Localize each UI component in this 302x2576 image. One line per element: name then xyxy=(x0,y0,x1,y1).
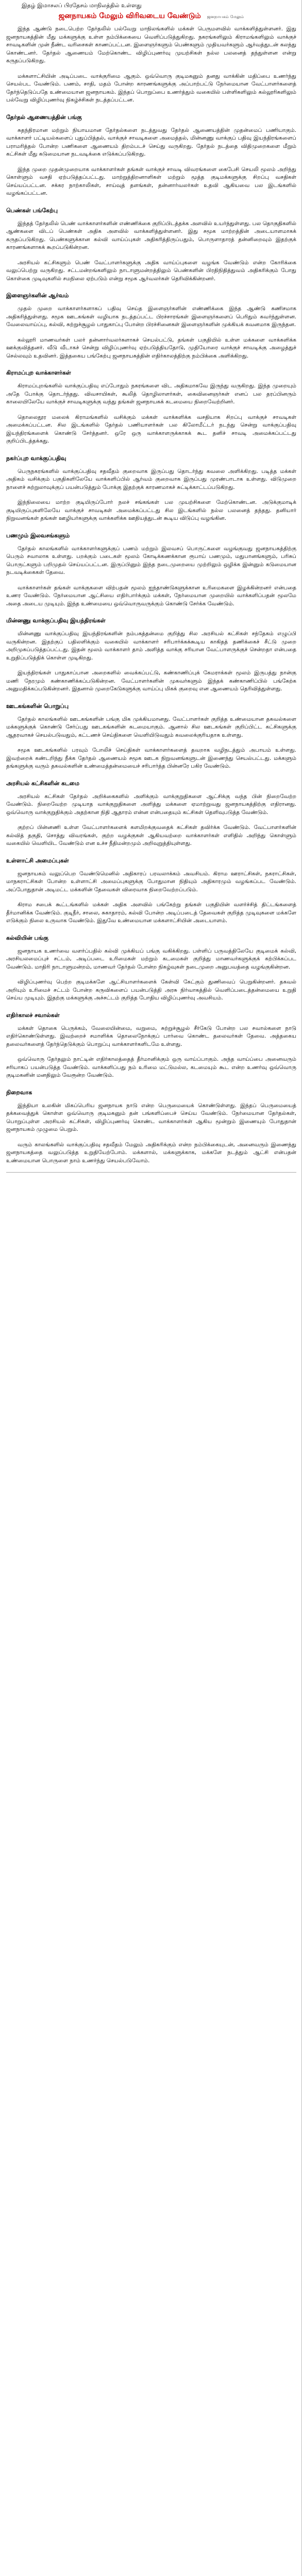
paragraph: இந்நிலையை மாற்ற குடியிருப்போர் நலச் சங்கங்கள் பல முயற்சிகளை மேற்கொண்டன. அடுக்குமாடிக் குடியிருப்புகளிலேயே வாக்குச் சாவடிகள் அமைக்கப்பட்டது சில இடங்களில் நல்ல பலனைத் தந்தது. தனியார் நிறுவனங்கள் தங்கள் ஊழியர்களுக்கு வாக்களிக்க ஊதியத்துடன் கூடிய விடுப்பு வழங்கின. xyxy=(6,499,296,521)
article-subtitle: ஜனநாயகம் மேலும் xyxy=(207,14,244,19)
section-heading: கிராமப்புற வாக்காளர்கள் xyxy=(6,369,71,376)
paragraph: இந்த முறை முதன்முறையாக வாக்காளர்கள் தங்கள் வாக்குச் சாவடி விவரங்களை கைபேசி செயலி மூலம் அறிந்து கொள்ளும் வசதி ஏற்படுத்தப்பட்டது. மாற்றுத்திறனாளிகள் மற்றும் மூத்த குடிமக்களுக்கு சிறப்பு வசதிகள் செய்யப்பட்டன. சக்கர நாற்காலிகள், சாய்வுத் தளங்கள், தன்னார்வலர்கள் உதவி ஆகியவை பல இடங்களில் வழங்கப்பட்டன. xyxy=(6,166,296,196)
section-heading: பெண்கள் பங்கேற்பு xyxy=(6,207,58,214)
paragraph: முதல் முறை வாக்காளர்களாகப் பதிவு செய்த இளைஞர்களின் எண்ணிக்கை இந்த ஆண்டு கணிசமாக அதிகரித்துள்ளது. சமூக ஊடகங்கள் வழியாக நடத்தப்பட்ட பிரச்சாரங்கள் இளைஞர்களைப் பெரிதும் கவர்ந்துள்ளன. வேலைவாய்ப்பு, கல்வி, சுற்றுச்சூழல் பாதுகாப்பு போன்ற பிரச்சினைகள் இளைஞர்களின் முக்கியக் கவனமாக இருந்தன. xyxy=(6,306,296,328)
top-link[interactable]: இதழ் இமாசலப் பிரதேசம் மாநிலத்தில் உள்ளது xyxy=(22,2,142,9)
paragraph: இந்தியா உலகின் மிகப்பெரிய ஜனநாயக நாடு என்ற பெருமையைக் கொண்டுள்ளது. இந்தப் பெருமையைத் தக்கவைத்துக் கொள்ள ஒவ்வொரு குடிமகனும் தன் பங்களிப்பைச் செய்ய வேண்டும். நேர்மையான தேர்தல்கள், பொறுப்புள்ள அரசியல் கட்சிகள், விழிப்புணர்வு கொண்ட வாக்காளர்கள் ஆகிய மூன்றும் இணையும் போதுதான் ஜனநாயகம் முழுமை பெறும். xyxy=(6,1102,296,1132)
title-row xyxy=(6,12,296,21)
paragraph: கிராமப்புறங்களில் வாக்குப்பதிவு எப்போதும் நகரங்களை விட அதிகமாகவே இருந்து வருகிறது. இந்த முறையும் அதே போக்கு தொடர்ந்தது. விவசாயிகள், கூலித் தொழிலாளர்கள், கைவினைஞர்கள் எனப் பல தரப்பினரும் காலையிலேயே வாக்குச் சாவடிகளுக்கு வந்து தங்கள் ஜனநாயகக் கடமையை நிறைவேற்றினர். xyxy=(6,383,296,405)
paragraph: குற்றப் பின்னணி உள்ள வேட்பாளர்களைக் களமிறக்குவதைக் கட்சிகள் தவிர்க்க வேண்டும். வேட்பாளர்களின் கல்வித் தகுதி, சொத்து விவரங்கள், குற்ற வழக்குகள் ஆகியவற்றை வாக்காளர்கள் எளிதில் அறிந்து கொள்ளும் வகையில் வெளியிட வேண்டும் என உச்ச நீதிமன்றமும் அறிவுறுத்தியுள்ளது. xyxy=(6,824,296,846)
article-title: ஜனநாயகம் மேலும் விரிவடைய வேண்டும் xyxy=(58,12,201,20)
paragraph: கிராம சபைக் கூட்டங்களில் மக்கள் அதிக அளவில் பங்கேற்று தங்கள் பகுதியின் வளர்ச்சித் திட்டங்களைத் தீர்மானிக்க வேண்டும். குடிநீர், சாலை, சுகாதாரம், கல்வி போன்ற அடிப்படைத் தேவைகள் குறித்த முடிவுகளை மக்களே எடுக்கும் நிலை உருவாக வேண்டும். இதுவே உண்மையான மக்களாட்சியின் அடையாளம். xyxy=(6,902,296,924)
paragraph: வரும் காலங்களில் வாக்குப்பதிவு சதவீதம் மேலும் அதிகரிக்கும் என்ற நம்பிக்கையுடன், அனைவரும் இணைந்து ஜனநாயகத்தை வலுப்படுத்த உறுதியேற்போம். மக்களால், மக்களுக்காக, மக்களே நடத்தும் ஆட்சி என்பதன் உண்மையான பொருளை நாம் உணர்ந்து செயல்படுவோம். xyxy=(6,1141,296,1164)
footer-divider xyxy=(6,1172,296,1173)
paragraph: மக்களாட்சியின் அடிப்படை வாக்குரிமை ஆகும். ஒவ்வொரு குடிமகனும் தனது வாக்கின் மதிப்பை உணர்ந்து செயல்பட வேண்டும். பணம், சாதி, மதம் போன்ற காரணங்களுக்கு அப்பாற்பட்டு நேர்மையான வேட்பாளர்களைத் தேர்ந்தெடுப்பதே உண்மையான ஜனநாயகம். இந்தப் பொறுப்பை உணர்த்தும் வகையில் பள்ளிகளிலும் கல்லூரிகளிலும் பல்வேறு விழிப்புணர்வு நிகழ்ச்சிகள் நடத்தப்பட்டன. xyxy=(6,73,296,103)
paragraph: கல்லூரி மாணவர்கள் பலர் தன்னார்வலர்களாகச் செயல்பட்டு, தங்கள் பகுதியில் உள்ள மக்களை வாக்களிக்க ஊக்குவித்தனர். வீடு வீடாகச் சென்று விழிப்புணர்வு ஏற்படுத்தியதோடு, முதியோரை வாக்குச் சாவடிக்கு அழைத்துச் செல்லவும் உதவினர். இத்தகைய பங்கேற்பு ஜனநாயகத்தின் எதிர்காலத்திற்கு நம்பிக்கை அளிக்கிறது. xyxy=(6,336,296,359)
paragraph: மக்கள் தொகை பெருக்கம், வேலையின்மை, வறுமை, சுற்றுச்சூழல் சீர்கேடு போன்ற பல சவால்களை நாடு எதிர்கொண்டுள்ளது. இவற்றைச் சமாளிக்க தொலைநோக்குப் பார்வை கொண்ட தலைவர்கள் தேவை. அத்தகைய தலைவர்களைத் தேர்ந்தெடுக்கும் பொறுப்பு வாக்காளர்களிடமே உள்ளது. xyxy=(6,1025,296,1047)
section-heading: இளைஞர்களின் ஆர்வம் xyxy=(6,292,69,299)
section-heading: பணமும் இலவசங்களும் xyxy=(6,532,70,539)
paragraph: பெருநகரங்களில் வாக்குப்பதிவு சதவீதம் குறைவாக இருப்பது தொடர்ந்து கவலை அளிக்கிறது. படித்த மக்கள் அதிகம் வசிக்கும் பகுதிகளிலேயே வாக்களிப்பில் ஆர்வம் குறைவாக இருப்பது முரண்பாடாக உள்ளது. விடுமுறை நாளைச் சுற்றுலாவுக்குப் பயன்படுத்தும் போக்கு இதற்குக் காரணமாகச் சுட்டிக்காட்டப்படுகிறது. xyxy=(6,468,296,490)
section-heading: கல்வியின் பங்கு xyxy=(6,934,49,941)
paragraph: அரசியல் கட்சிகளும் பெண் வேட்பாளர்களுக்கு அதிக வாய்ப்புகளை வழங்க வேண்டும் என்ற கோரிக்கை வலுப்பெற்று வருகிறது. சட்டமன்றங்களிலும் நாடாளுமன்றத்திலும் பெண்களின் பிரதிநிதித்துவம் அதிகரிக்கும் போது கொள்கை முடிவுகளில் சமநிலை ஏற்படும் என்று சமூக ஆர்வலர்கள் தெரிவிக்கின்றனர். xyxy=(6,259,296,282)
paragraph: தேர்தல் காலங்களில் ஊடகங்களின் பங்கு மிக முக்கியமானது. வேட்பாளர்கள் குறித்த உண்மையான தகவல்களை மக்களுக்குக் கொண்டு சேர்ப்பது ஊடகங்களின் கடமையாகும். ஆனால் சில ஊடகங்கள் குறிப்பிட்ட கட்சிகளுக்கு ஆதரவாகச் செயல்படுவதும், கட்டணச் செய்திகளை வெளியிடுவதும் கவலைக்குரியதாக உள்ளது. xyxy=(6,716,296,738)
paragraph: சுதந்திரமான மற்றும் நியாயமான தேர்தல்களை நடத்துவது தேர்தல் ஆணையத்தின் முதன்மைப் பணியாகும். வாக்காளர் பட்டியல்களைப் புதுப்பித்தல், வாக்குச் சாவடிகளை அமைத்தல், மின்னணு வாக்குப் பதிவு இயந்திரங்களைப் பராமரித்தல் போன்ற பணிகளை ஆணையம் திறம்படச் செய்து வருகிறது. தேர்தல் நடத்தை விதிமுறைகளை மீறும் கட்சிகள் மீது கடுமையான நடவடிக்கை எடுக்கப்படுகிறது. xyxy=(6,127,296,157)
section-heading: எதிர்காலச் சவால்கள் xyxy=(6,1011,60,1019)
section-heading: நகர்ப்புற வாக்குப்பதிவு xyxy=(6,454,66,462)
section-heading: உள்ளாட்சி அமைப்புகள் xyxy=(6,857,69,864)
paragraph: இயந்திரங்கள் பாதுகாப்பான அறைகளில் வைக்கப்பட்டு, கண்காணிப்புக் கேமராக்கள் மூலம் இருபத்து நான்கு மணி நேரமும் கண்காணிக்கப்படுகின்றன. வேட்பாளர்களின் முகவர்களும் இந்தக் கண்காணிப்பில் பங்கேற்க அனுமதிக்கப்படுகின்றனர். இதனால் முறைகேடுகளுக்கு வாய்ப்பு மிகக் குறைவு என ஆணையம் தெரிவித்துள்ளது. xyxy=(6,670,296,692)
paragraph: இந்தத் தேர்தலில் பெண் வாக்காளர்களின் எண்ணிக்கை குறிப்பிடத்தக்க அளவில் உயர்ந்துள்ளது. பல தொகுதிகளில் ஆண்களை விடப் பெண்கள் அதிக அளவில் வாக்களித்துள்ளனர். இது சமூக மாற்றத்தின் அடையாளமாகக் கருதப்படுகிறது. பெண்களுக்கான கல்வி வாய்ப்புகள் அதிகரித்திருப்பதும், பொருளாதாரத் தன்னிறைவும் இதற்குக் காரணங்களாகக் கூறப்படுகின்றன. xyxy=(6,220,296,250)
section-heading: நிறைவாக xyxy=(6,1089,32,1096)
paragraph: வாக்காளர்கள் தங்கள் வாக்குகளை விற்பதன் மூலம் ஐந்தாண்டுகளுக்கான உரிமைகளை இழக்கின்றனர் என்பதை உணர வேண்டும். நேர்மையான ஆட்சியை எதிர்பார்க்கும் மக்கள், நேர்மையான முறையில் வாக்களிப்பதன் மூலமே அதை அடைய முடியும். இந்த உண்மையை ஒவ்வொருவருக்கும் கொண்டு சேர்க்க வேண்டும். xyxy=(6,584,296,607)
section-heading: ஊடகங்களின் பொறுப்பு xyxy=(6,702,69,709)
article-body xyxy=(6,25,296,1165)
paragraph: சமூக ஊடகங்களில் பரவும் போலிச் செய்திகள் வாக்காளர்களைத் தவறாக வழிநடத்தும் அபாயம் உள்ளது. இவற்றைக் கண்டறிந்து நீக்க தேர்தல் ஆணையம் சமூக ஊடக நிறுவனங்களுடன் இணைந்து செயல்பட்டது. மக்களும் தங்களுக்கு வரும் தகவல்களின் உண்மைத்தன்மையைச் சரிபார்த்த பின்னரே பகிர வேண்டும். xyxy=(6,747,296,769)
paragraph: ஒவ்வொரு தேர்தலும் நாட்டின் எதிர்காலத்தைத் தீர்மானிக்கும் ஒரு வாய்ப்பாகும். அந்த வாய்ப்பை அனைவரும் சரியாகப் பயன்படுத்த வேண்டும். வாக்களிப்பது நம் உரிமை மட்டுமல்ல, கடமையும் கூட என்ற உணர்வு ஒவ்வொரு குடிமகனின் மனதிலும் வேரூன்ற வேண்டும். xyxy=(6,1056,296,1078)
paragraph: ஜனநாயக உணர்வை வளர்ப்பதில் கல்வி முக்கியப் பங்கு வகிக்கிறது. பள்ளிப் பருவத்திலேயே குடிமைக் கல்வி, அரசியலமைப்புச் சட்டம், அடிப்படை உரிமைகள் மற்றும் கடமைகள் குறித்து மாணவர்களுக்குக் கற்பிக்கப்பட வேண்டும். மாதிரி நாடாளுமன்றம், மாணவர் தேர்தல் போன்ற நிகழ்வுகள் நடைமுறை அனுபவத்தை வழங்குகின்றன. xyxy=(6,947,296,970)
section-heading: தேர்தல் ஆணையத்தின் பங்கு xyxy=(6,113,82,121)
section-heading: மின்னணு வாக்குப்பதிவு இயந்திரங்கள் xyxy=(6,617,106,624)
section-heading: அரசியல் கட்சிகளின் கடமை xyxy=(6,779,80,787)
paragraph: அரசியல் கட்சிகள் தேர்தல் அறிக்கைகளில் அளிக்கும் வாக்குறுதிகளை ஆட்சிக்கு வந்த பின் நிறைவேற்ற வேண்டும். நிறைவேற்ற முடியாத வாக்குறுதிகளை அளித்து மக்களை ஏமாற்றுவது ஜனநாயகத்திற்கு எதிரானது. ஒவ்வொரு வாக்குறுதிக்கும் அதற்கான நிதி ஆதாரம் என்ன என்பதையும் கட்சிகள் தெளிவுபடுத்த வேண்டும். xyxy=(6,793,296,816)
paragraph: தொலைதூர மலைக் கிராமங்களில் வசிக்கும் மக்கள் வாக்களிக்க வசதியாக சிறப்பு வாக்குச் சாவடிகள் அமைக்கப்பட்டன. சில இடங்களில் தேர்தல் பணியாளர்கள் பல கிலோமீட்டர் நடந்து சென்று வாக்குப்பதிவு இயந்திரங்களைக் கொண்டு சேர்த்தனர். ஒரே ஒரு வாக்காளருக்காகக் கூட தனிச் சாவடி அமைக்கப்பட்டது குறிப்பிடத்தக்கது. xyxy=(6,414,296,444)
paragraph: தேர்தல் காலங்களில் வாக்காளர்களுக்குப் பணம் மற்றும் இலவசப் பொருட்களை வழங்குவது ஜனநாயகத்திற்கு பெரும் சவாலாக உள்ளது. பறக்கும் படைகள் மூலம் கோடிக்கணக்கான ரூபாய் பணமும், மதுபானங்களும், பரிசுப் பொருட்களும் பறிமுதல் செய்யப்பட்டன. இருப்பினும் இந்த நடைமுறையை முற்றிலும் ஒழிக்க இன்னும் கடுமையான நடவடிக்கைகள் தேவை. xyxy=(6,545,297,575)
paragraph: இந்த ஆண்டு நடைபெற்ற தேர்தலில் பல்வேறு மாநிலங்களில் மக்கள் பெருமளவில் வாக்களித்துள்ளனர். இது ஜனநாயகத்தின் மீது மக்களுக்கு உள்ள நம்பிக்கையை வெளிப்படுத்துகிறது. நகரங்களிலும் கிராமங்களிலும் வாக்குச் சாவடிகளின் முன் நீண்ட வரிசைகள் காணப்பட்டன. இளைஞர்களும் பெண்களும் முதியவர்களும் ஆர்வத்துடன் கலந்து கொண்டனர். தேர்தல் ஆணையம் மேற்கொண்ட விழிப்புணர்வு முயற்சிகள் நல்ல பலனைத் தந்துள்ளன என்று கருதப்படுகிறது. xyxy=(6,26,296,64)
paragraph: ஜனநாயகம் வலுப்பெற வேண்டுமெனில் அதிகாரப் பரவலாக்கம் அவசியம். கிராம ஊராட்சிகள், நகராட்சிகள், மாநகராட்சிகள் போன்ற உள்ளாட்சி அமைப்புகளுக்கு போதுமான நிதியும் அதிகாரமும் வழங்கப்பட வேண்டும். அப்போதுதான் அடிமட்ட மக்களின் தேவைகள் விரைவாக நிறைவேற்றப்படும். xyxy=(6,870,296,893)
paragraph: மின்னணு வாக்குப்பதிவு இயந்திரங்களின் நம்பகத்தன்மை குறித்து சில அரசியல் கட்சிகள் சந்தேகம் எழுப்பி வருகின்றன. இதற்குப் பதிலளிக்கும் வகையில் வாக்காளர் சரிபார்க்கக்கூடிய காகிதத் தணிக்கைச் சீட்டு முறை அறிமுகப்படுத்தப்பட்டது. இதன் மூலம் வாக்காளர் தாம் அளித்த வாக்கு சரியான வேட்பாளருக்குச் சென்றதா என்பதை உறுதிப்படுத்திக் கொள்ள முடிகிறது. xyxy=(6,631,296,661)
paragraph: விழிப்புணர்வு பெற்ற குடிமக்களே ஆட்சியாளர்களைக் கேள்வி கேட்கும் துணிவைப் பெறுகின்றனர். தகவல் அறியும் உரிமைச் சட்டம் போன்ற கருவிகளைப் பயன்படுத்தி அரசு நிர்வாகத்தில் வெளிப்படைத்தன்மையை உறுதி செய்ய முடியும். இதற்கு மக்களுக்கு அச்சட்டம் குறித்த போதிய விழிப்புணர்வு அவசியம். xyxy=(6,979,296,1001)
